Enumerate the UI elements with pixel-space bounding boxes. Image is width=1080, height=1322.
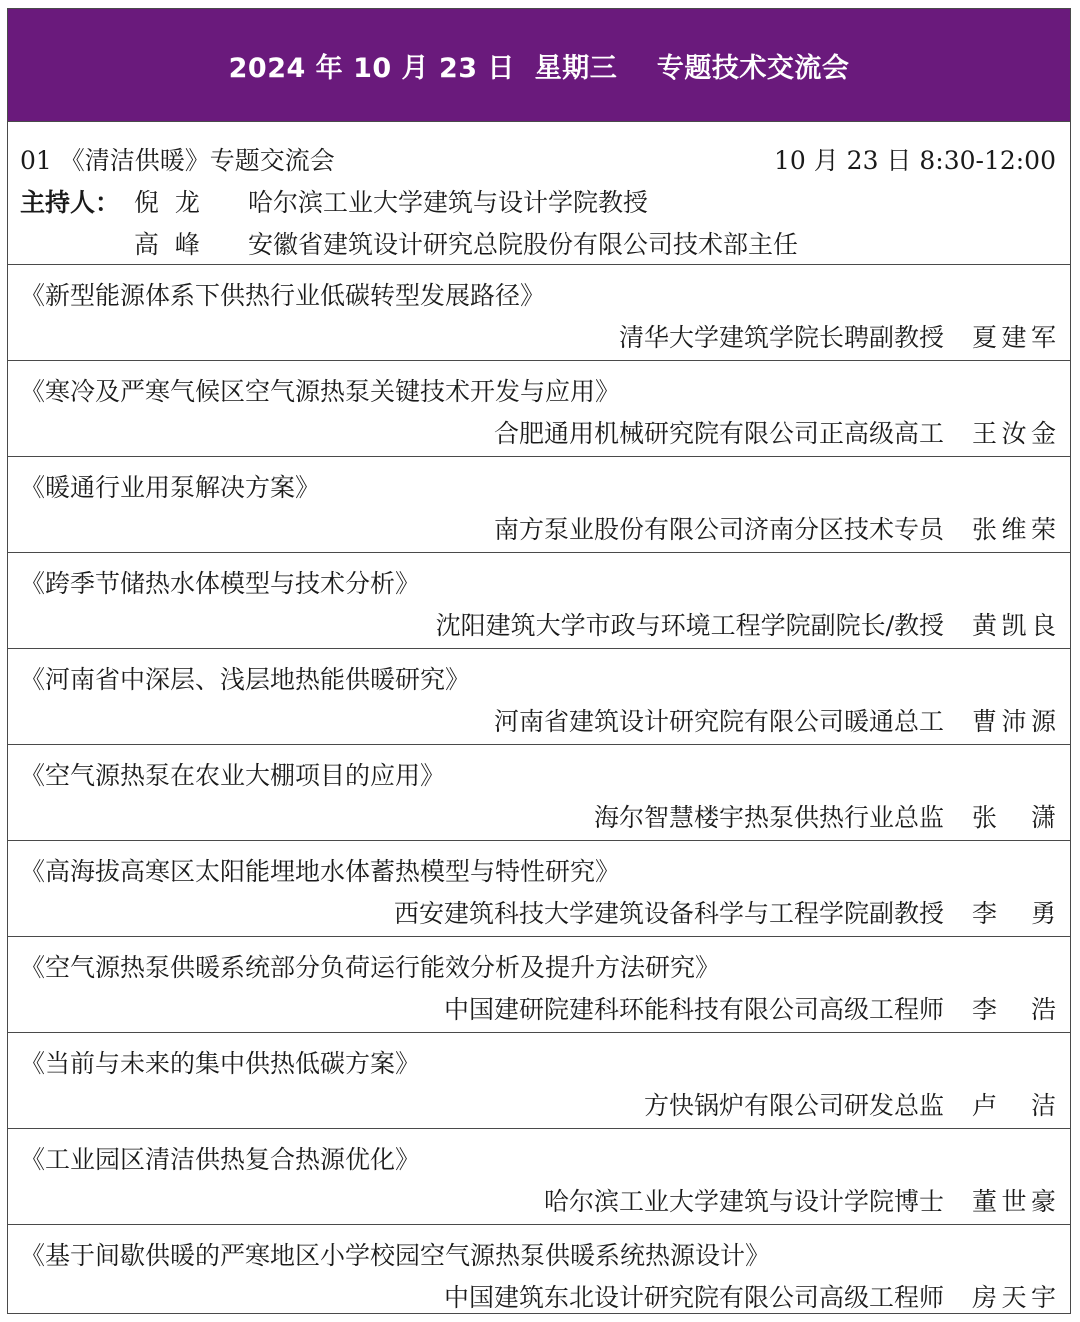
speaker-name: 李 浩 <box>972 995 1056 1024</box>
host-row <box>20 182 1056 224</box>
talk-row <box>8 457 1070 553</box>
talk-row <box>8 553 1070 649</box>
talk-row <box>8 649 1070 745</box>
speaker-affiliation: 西安建筑科技大学建筑设备科学与工程学院副教授 <box>393 899 944 928</box>
host-affiliation: 哈尔滨工业大学建筑与设计学院教授 <box>248 188 649 217</box>
schedule-table <box>7 8 1071 1314</box>
talk-speaker-row <box>20 1277 1056 1314</box>
speaker-affiliation: 中国建筑东北设计研究院有限公司高级工程师 <box>443 1283 944 1312</box>
speaker-affiliation: 哈尔滨工业大学建筑与设计学院博士 <box>543 1187 944 1216</box>
talk-row <box>8 745 1070 841</box>
host-label: 主持人： <box>20 188 121 217</box>
talk-speaker-row <box>20 317 1056 359</box>
talk-speaker-row <box>20 413 1056 455</box>
talk-speaker-row <box>20 701 1056 743</box>
speaker-affiliation: 南方泵业股份有限公司济南分区技术专员 <box>493 515 944 544</box>
talk-row <box>8 1033 1070 1129</box>
speaker-name: 卢 洁 <box>972 1091 1056 1120</box>
host-affiliation: 安徽省建筑设计研究总院股份有限公司技术部主任 <box>248 230 799 259</box>
schedule-header <box>8 9 1070 122</box>
session-info <box>8 122 1070 265</box>
talk-title: 《跨季节储热水体模型与技术分析》 <box>20 569 421 598</box>
speaker-name: 房天宇 <box>972 1283 1056 1312</box>
speaker-name: 李 勇 <box>972 899 1056 928</box>
speaker-affiliation: 沈阳建筑大学市政与环境工程学院副院长/教授 <box>435 611 944 640</box>
speaker-name: 王汝金 <box>972 419 1056 448</box>
talk-speaker-row <box>20 797 1056 839</box>
talk-title: 《寒冷及严寒气候区空气源热泵关键技术开发与应用》 <box>20 377 621 406</box>
talk-title: 《新型能源体系下供热行业低碳转型发展路径》 <box>20 281 546 310</box>
talk-title: 《暖通行业用泵解决方案》 <box>20 473 321 502</box>
talk-speaker-row <box>20 989 1056 1031</box>
speaker-name: 曹沛源 <box>972 707 1056 736</box>
host-name: 倪 龙 <box>134 188 200 217</box>
speaker-affiliation: 方快锅炉有限公司研发总监 <box>643 1091 944 1120</box>
speaker-affiliation: 海尔智慧楼宇热泵供热行业总监 <box>593 803 944 832</box>
talk-row <box>8 1225 1070 1314</box>
session-heading-row <box>20 140 1056 182</box>
speaker-name: 张 潇 <box>972 803 1056 832</box>
session-title: 01 《清洁供暖》专题交流会 <box>20 146 335 175</box>
talk-row <box>8 265 1070 361</box>
talk-title: 《空气源热泵在农业大棚项目的应用》 <box>20 761 446 790</box>
speaker-affiliation: 清华大学建筑学院长聘副教授 <box>618 323 944 352</box>
talk-speaker-row <box>20 509 1056 551</box>
speaker-name: 夏建军 <box>972 323 1056 352</box>
talk-speaker-row <box>20 605 1056 647</box>
talk-row <box>8 937 1070 1033</box>
talk-title: 《高海拔高寒区太阳能埋地水体蓄热模型与特性研究》 <box>20 857 621 886</box>
talk-row <box>8 361 1070 457</box>
speaker-affiliation: 合肥通用机械研究院有限公司正高级高工 <box>493 419 944 448</box>
talk-speaker-row <box>20 893 1056 935</box>
talk-title: 《当前与未来的集中供热低碳方案》 <box>20 1049 421 1078</box>
speaker-name: 董世豪 <box>972 1187 1056 1216</box>
talk-row <box>8 841 1070 937</box>
talk-title: 《空气源热泵供暖系统部分负荷运行能效分析及提升方法研究》 <box>20 953 721 982</box>
talk-speaker-row <box>20 1181 1056 1223</box>
speaker-affiliation: 中国建研院建科环能科技有限公司高级工程师 <box>443 995 944 1024</box>
header-title: 2024 年 10 月 23 日 星期三 专题技术交流会 <box>228 52 850 84</box>
host-name: 高 峰 <box>134 230 200 259</box>
session-time: 10 月 23 日 8:30-12:00 <box>773 146 1056 175</box>
talk-title: 《河南省中深层、浅层地热能供暖研究》 <box>20 665 471 694</box>
host-row <box>20 224 1056 266</box>
speaker-name: 张维荣 <box>972 515 1056 544</box>
speaker-affiliation: 河南省建筑设计研究院有限公司暖通总工 <box>493 707 944 736</box>
speaker-name: 黄凯良 <box>972 611 1056 640</box>
talk-row <box>8 1129 1070 1225</box>
talk-title: 《基于间歇供暖的严寒地区小学校园空气源热泵供暖系统热源设计》 <box>20 1241 771 1270</box>
talk-speaker-row <box>20 1085 1056 1127</box>
talk-title: 《工业园区清洁供热复合热源优化》 <box>20 1145 421 1174</box>
